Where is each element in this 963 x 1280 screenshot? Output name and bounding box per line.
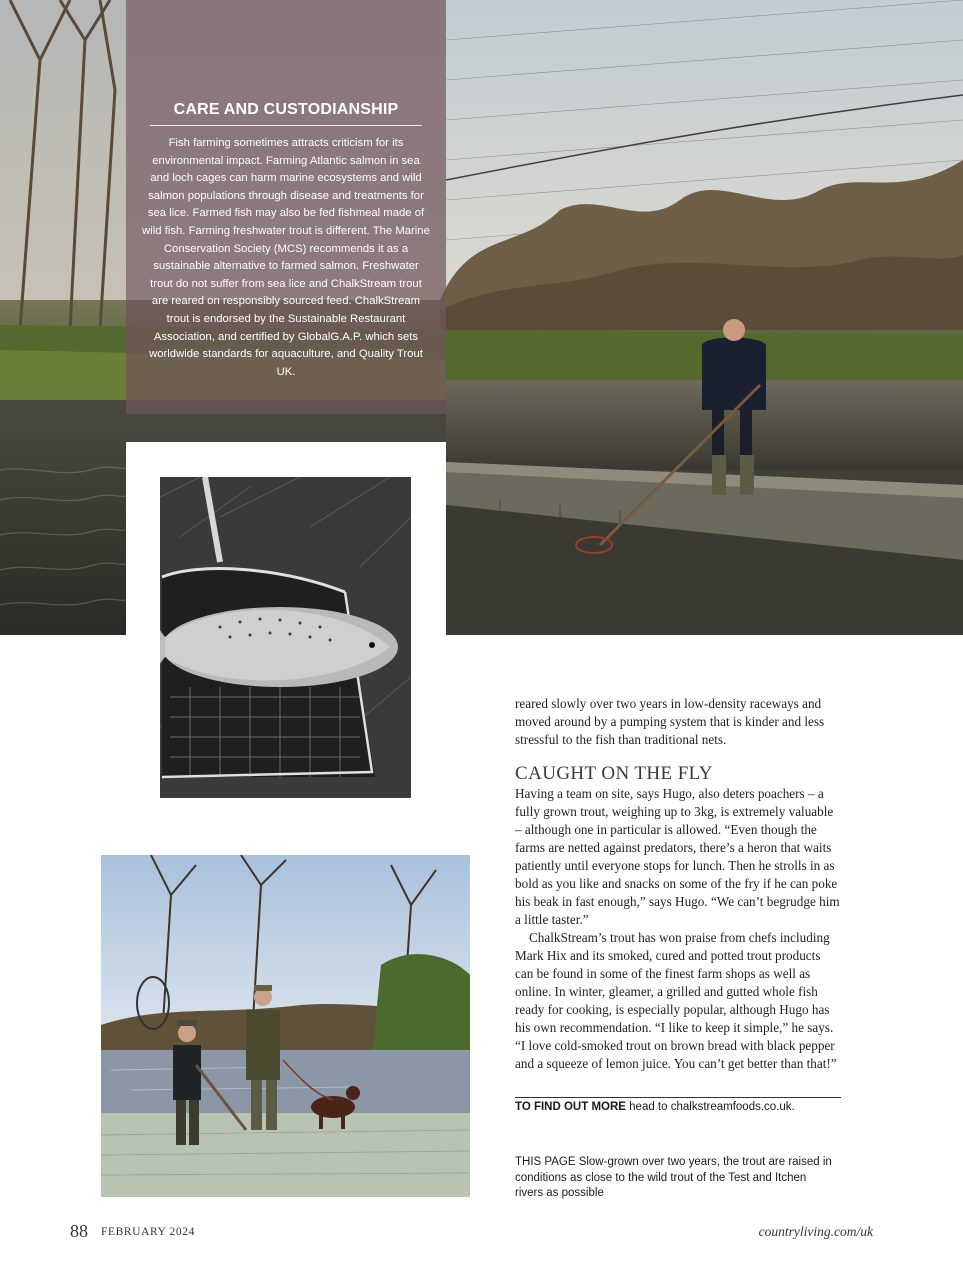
article-body xyxy=(515,785,841,1073)
care-and-custodianship-sidebar xyxy=(126,0,446,414)
riverbank-illustration xyxy=(101,855,470,1197)
section-heading: CAUGHT ON THE FLY xyxy=(515,763,713,784)
trout-illustration xyxy=(160,477,411,798)
sidebar-text: Fish farming sometimes attracts criticism for its environmental impact. Farming Atlantic salmon in sea and loch cages can harm marine ecosystems and wild salmon populations through disease and treatments for sea lice. Farmed fish may also be fed fishmeal made of wild fish. Farming freshwater trout is different. The Marine Conservation Society (MCS) recommends it as a sustainable alternative to farmed salmon. Freshwater trout do not suffer from sea lice and ChalkStream trout are reared on responsibly sourced feed. ChalkStream trout is endorsed by the Sustainable Restaurant Association, and certified by GlobalG.A.P. which sets worldwide standards for aquaculture, and Quality Trout UK. xyxy=(142,137,430,378)
body-paragraph-1: Having a team on site, says Hugo, also deters poachers – a fully grown trout, weighing up to 3kg, is extremely valuable – although one in particular is allowed. “Even though the farms are netted against predators, there’s a heron that waits patiently until everyone stops for lunch. Then he strolls in as bold as you like and snacks on some of the fry if he can poke his beak in fast enough,” says Hugo. “We can’t begrudge him a little taster.” xyxy=(515,786,840,927)
intro-text: reared slowly over two years in low-density raceways and moved around by a pumping system that is kinder and less stressful to the fish than traditional nets. xyxy=(515,696,825,747)
photo-caption: THIS PAGE Slow-grown over two years, the trout are raised in conditions as close to the wild trout of the Test and Itchen rivers as possible xyxy=(515,1156,832,1199)
body-paragraph-2: ChalkStream’s trout has won praise from chefs including Mark Hix and its smoked, cured and potted trout products can be found in some of the finest farm shops as well as online. In winter, gleamer, a grilled and gutted whole fish ready for cooking, is especially popular, although Hugo has his own recommendation. “I like to keep it simple,” he says. “I love cold-smoked trout on brown bread with black pepper and a squeeze of lemon juice. You can’t get better than that!” xyxy=(515,930,837,1071)
article-intro-paragraph xyxy=(515,695,841,749)
find-out-more-line xyxy=(515,1101,795,1113)
website-url[interactable]: countryliving.com/uk xyxy=(758,1224,873,1239)
page-number: 88 xyxy=(70,1221,88,1241)
trout-in-net-photo xyxy=(160,477,411,798)
find-out-more-label: TO FIND OUT MORE xyxy=(515,1101,626,1113)
issue-date: FEBRUARY 2024 xyxy=(101,1226,195,1238)
men-walking-with-dog-photo xyxy=(101,855,470,1197)
divider-rule xyxy=(515,1097,841,1098)
sidebar-title: CARE AND CUSTODIANSHIP xyxy=(150,101,422,126)
find-out-more-link[interactable]: head to chalkstreamfoods.co.uk. xyxy=(629,1101,795,1113)
